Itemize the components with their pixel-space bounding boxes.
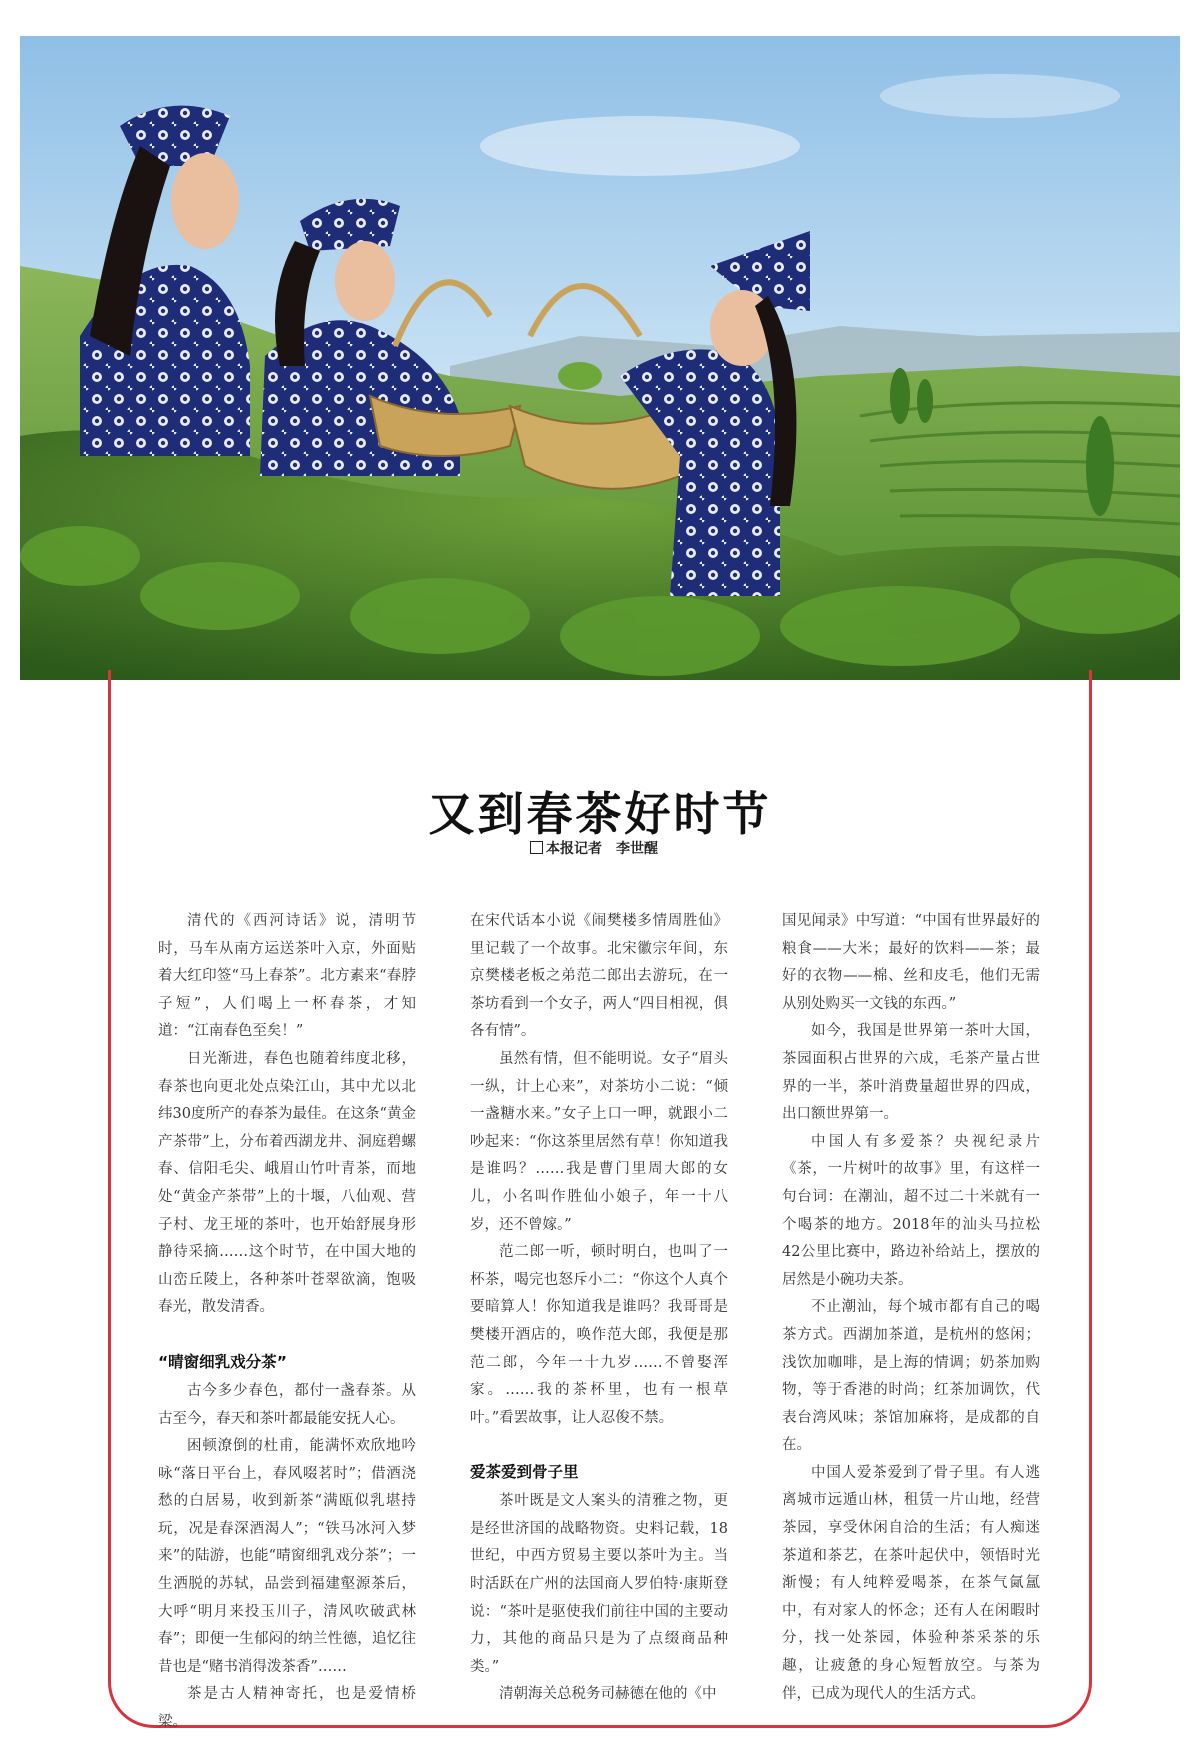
article-title: 又到春茶好时节 (428, 787, 772, 841)
paragraph: 虽然有情，但不能明说。女子“眉头一纵，计上心来”，对茶坊小二说：“倾一盏糖水来。”女子上口一呷，就跟小二吵起来：“你这茶里居然有草！你知道我是谁吗？……我是曹门里周大郎的女儿，小名叫作胜仙小娘子，年一十八岁，还不曾嫁。” (470, 1050, 728, 1233)
paragraph: 困顿潦倒的杜甫，能满怀欢欣地吟咏“落日平台上，春风啜茗时”；借酒浇愁的白居易，收到新茶“满瓯似乳堪持玩，况是春深酒渴人”；“铁马冰河入梦来”的陆游，也能“晴窗细乳戏分茶”；一生洒脱的苏轼，品尝到福建壑源茶后，大呼“明月来投玉川子，清风吹破武林春”；即便一生郁闷的纳兰性德，追忆往昔也是“赌书消得泼茶香”…… (158, 1438, 416, 1675)
paragraph: 中国人有多爱茶？央视纪录片《茶，一片树叶的故事》里，有这样一句台词：在潮汕，超不过二十米就有一个喝茶的地方。2018年的汕头马拉松42公里比赛中，路边补给站上，摆放的居然是小碗功夫茶。 (782, 1133, 1040, 1288)
paragraph: 茶叶既是文人案头的清雅之物，更是经世济国的战略物资。史料记载，18世纪，中西方贸易主要以茶叶为主。当时活跃在广州的法国商人罗伯特·康斯登说：“茶叶是驱使我们前往中国的主要动力，其他的商品只是为了点缀商品种类。” (470, 1493, 728, 1675)
paragraph: 清朝海关总税务司赫德在他的《中 (499, 1686, 717, 1703)
column-2 (470, 908, 728, 1709)
paragraph: 在宋代话本小说《闹樊楼多情周胜仙》里记载了一个故事。北宋徽宗年间，东京樊楼老板之弟范二郎出去游玩，在一茶坊看到一个女子，两人“四目相视，俱各有情”。 (470, 913, 728, 1040)
paragraph: 清代的《西河诗话》说，清明节时，马车从南方运送茶叶入京，外面贴着大红印签“马上春茶”。北方素来“春脖子短”，人们喝上一杯春茶，才知道：“江南春色至矣！” (158, 913, 416, 1040)
column-1 (158, 908, 416, 1737)
paragraph: 不止潮汕，每个城市都有自己的喝茶方式。西湖加茶道，是杭州的悠闲；浅饮加咖啡，是上海的情调；奶茶加购物，等于香港的时尚；红茶加调饮，代表台湾风味；茶馆加麻将，是成都的自在。 (782, 1299, 1040, 1454)
section-heading: “晴窗细乳戏分茶” (158, 1352, 287, 1371)
byline-author: 李世醒 (616, 841, 658, 857)
byline (530, 838, 658, 858)
paragraph: 范二郎一听，顿时明白，也叫了一杯茶，喝完也怒斥小二：“你这个人真个要暗算人！你知道我是谁吗？我哥哥是樊楼开酒店的，唤作范大郎，我便是那范二郎，今年一十九岁……不曾娶浑家。……我的茶杯里，也有一根草叶。”看罢故事，让人忍俊不禁。 (470, 1244, 728, 1426)
paragraph: 如今，我国是世界第一茶叶大国，茶园面积占世界的六成，毛茶产量占世界的一半，茶叶消费量超世界的四成，出口额世界第一。 (782, 1023, 1040, 1123)
paragraph: 国见闻录》中写道：“中国有世界最好的粮食——大米；最好的饮料——茶；最好的衣物——棉、丝和皮毛，他们无需从别处购买一文钱的东西。” (782, 913, 1040, 1012)
section-heading: 爱茶爱到骨子里 (470, 1463, 579, 1482)
column-3 (782, 908, 1040, 1708)
byline-box-icon (530, 841, 543, 854)
tea-picking-photo (20, 36, 1180, 680)
paragraph: 茶是古人精神寄托，也是爱情桥梁。 (158, 1686, 416, 1731)
byline-prefix: 本报记者 (546, 841, 602, 857)
paragraph: 古今多少春色，都付一盏春茶。从古至今，春天和茶叶都最能安抚人心。 (158, 1382, 416, 1427)
paragraph: 日光渐进，春色也随着纬度北移，春茶也向更北处点染江山，其中尤以北纬30度所产的春茶为最佳。在这条“黄金产茶带”上，分布着西湖龙井、洞庭碧螺春、信阳毛尖、峨眉山竹叶青茶，而地处“黄金产茶带”上的十堰，八仙观、营子村、龙王垭的茶叶，也开始舒展身形静待采摘……这个时节，在中国大地的山峦丘陵上，各种茶叶苍翠欲滴，饱吸春光，散发清香。 (158, 1050, 416, 1316)
paragraph: 中国人爱茶爱到了骨子里。有人逃离城市远遁山林，租赁一片山地，经营茶园，享受休闲自洽的生活；有人痴迷茶道和茶艺，在茶叶起伏中，领悟时光渐慢；有人纯粹爱喝茶，在茶气氤氲中，有对家人的怀念；还有人在闲暇时分，找一处茶园，体验种茶采茶的乐趣，让疲惫的身心短暂放空。与茶为伴，已成为现代人的生活方式。 (782, 1464, 1040, 1702)
